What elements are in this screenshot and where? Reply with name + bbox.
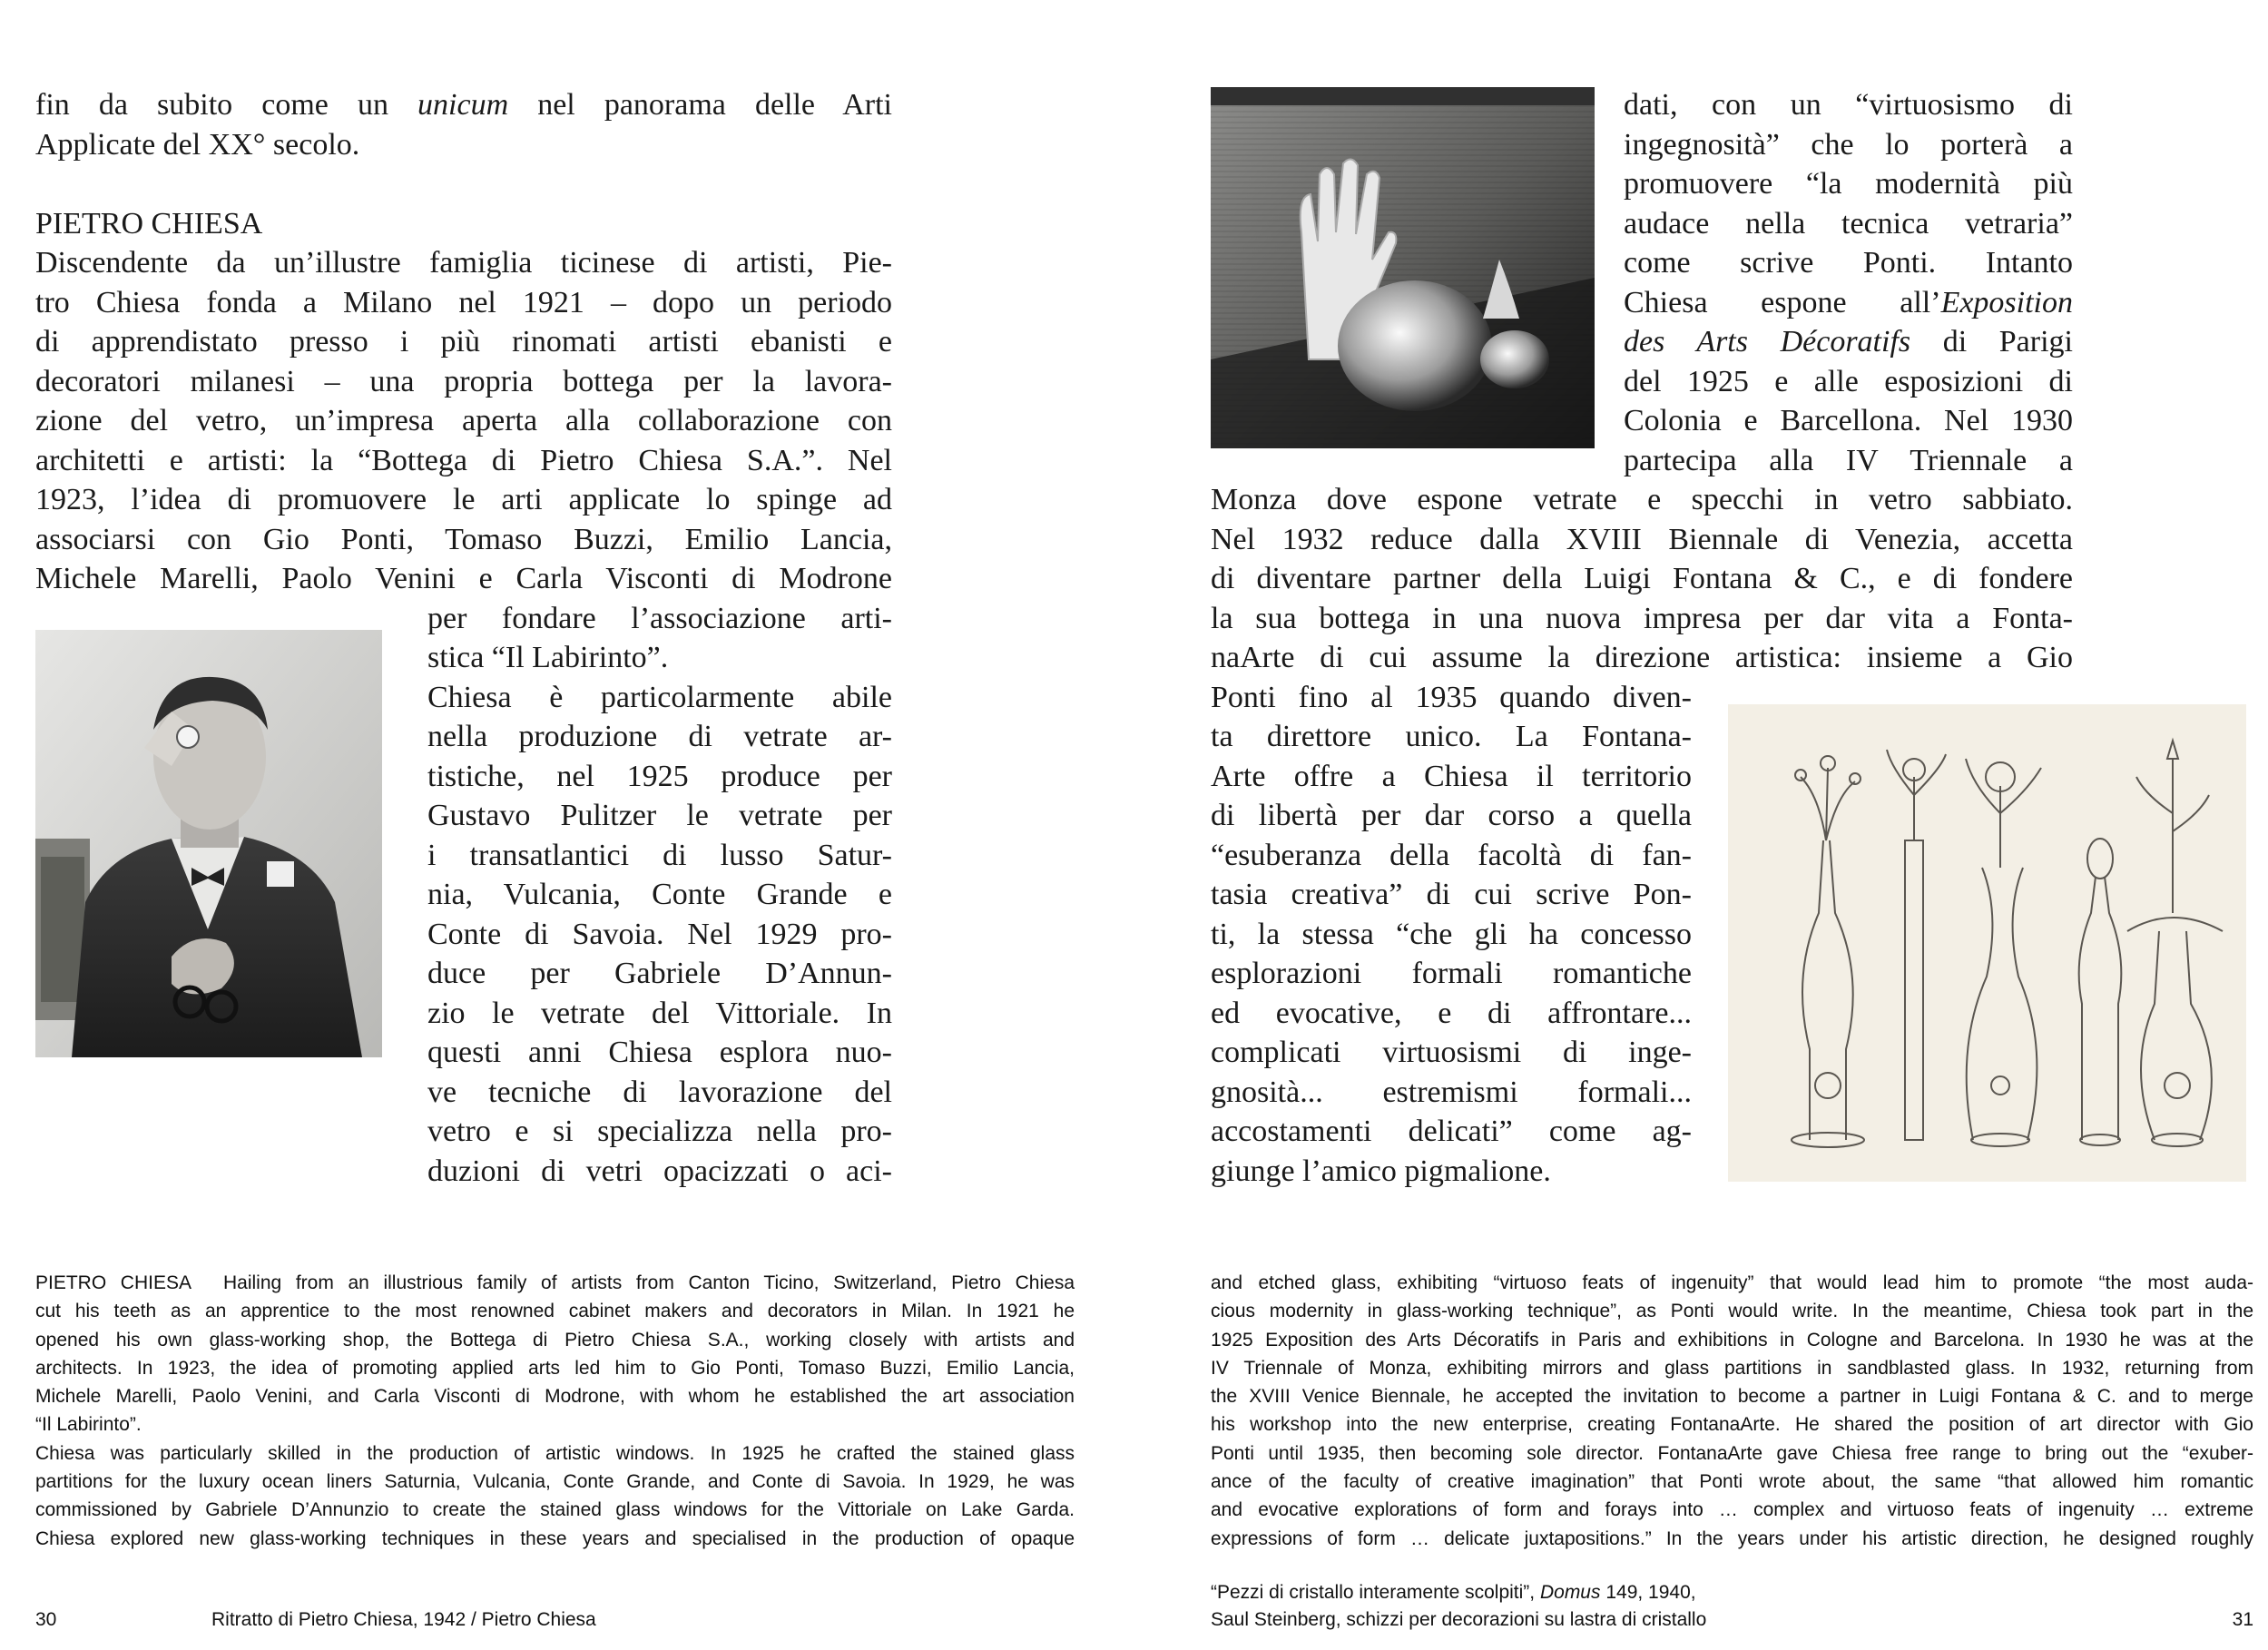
text-line: Discendente da un’illustre famiglia ticinese di artisti, Pie-: [35, 246, 892, 280]
text-line: partecipa alla IV Triennale a: [1624, 443, 2073, 477]
text-line: Chiesa explored new glass-working techniques in these years and specialised in the production of opaque: [35, 1527, 1075, 1549]
text-line: stica “Il Labirinto”.: [427, 641, 669, 674]
text-line: ance of the faculty of creative imagination” that Ponti wrote about, the same “that allowed him romantic: [1211, 1471, 2253, 1493]
text-line: per fondare l’associazione arti-: [427, 601, 892, 635]
text-line: tasia creativa” di cui scrive Pon-: [1211, 878, 1692, 911]
italic-text: Domus: [1539, 1582, 1601, 1603]
text-line: commissioned by Gabriele D’Annunzio to create the stained glass windows for the Vittoriale on Lake Garda.: [35, 1499, 1075, 1521]
text-line: 1925 Exposition des Arts Décoratifs in Paris and exhibitions in Cologne and Barcelona. In 1930 he was at the: [1211, 1329, 2253, 1350]
text-line: duce per Gabriele D’Annun-: [427, 957, 892, 990]
glass-hand-photo: [1211, 87, 1595, 448]
text-line: complicati virtuosismi di inge-: [1211, 1036, 1692, 1069]
text-line: architects. In 1923, the idea of promoting applied arts led him to Gio Ponti, Tomaso Buzzi, Emilio Lancia,: [35, 1357, 1075, 1379]
text-line: “esuberanza della facoltà di fan-: [1211, 838, 1692, 872]
text-line: expressions of form … delicate juxtapositions.” In the years under his artistic direction, he designed roughly: [1211, 1527, 2253, 1549]
right-paragraph-wide: [1211, 480, 2073, 678]
text-line: Conte di Savoia. Nel 1929 pro-: [427, 917, 892, 951]
text-line: IV Triennale of Monza, exhibiting mirrors and glass partitions in sandblasted glass. In 1932, returning from: [1211, 1357, 2253, 1379]
right-paragraph-end: [1211, 678, 1692, 1192]
paragraph-1: [35, 243, 892, 599]
text-line: fin da subito come un unicum nel panorama delle Arti: [35, 88, 892, 122]
text-line: architetti e artisti: la “Bottega di Pietro Chiesa S.A.”. Nel: [35, 443, 892, 477]
text-line: come scrive Ponti. Intanto: [1624, 246, 2073, 280]
text-line: i transatlantici di lusso Satur-: [427, 838, 892, 872]
text-line: and etched glass, exhibiting “virtuoso feats of ingenuity” that would lead him to promote “the most auda-: [1211, 1272, 2253, 1293]
text-line: “Il Labirinto”.: [35, 1414, 142, 1436]
text-line: his workshop into the new enterprise, creating FontanaArte. He shared the position of art director with Gio: [1211, 1414, 2253, 1436]
text-line: tro Chiesa fonda a Milano nel 1921 – dopo un periodo: [35, 285, 892, 319]
text-line: Ponti fino al 1935 quando diven-: [1211, 680, 1692, 714]
text-line: the XVIII Venice Biennale, he accepted the invitation to become a partner in Luigi Fontana & C. and to merge: [1211, 1386, 2253, 1408]
text-line: ti, la stessa “che gli ha concesso: [1211, 917, 1692, 951]
text-line: PIETRO CHIESA: [35, 206, 263, 241]
text-line: decoratori milanesi – una propria bottega per la lavora-: [35, 364, 892, 398]
italic-text: des Arts Décoratifs: [1624, 325, 1911, 358]
paragraph-2: [427, 678, 892, 1192]
text-line: partitions for the luxury ocean liners Saturnia, Vulcania, Conte Grande, and Conte di Savoia. In 1929, he was: [35, 1471, 1075, 1493]
text-line: Monza dove espone vetrate e specchi in vetro sabbiato.: [1211, 483, 2073, 516]
paragraph-1-continued: [427, 599, 892, 678]
page-number-left: 30: [35, 1609, 57, 1630]
steinberg-sketch: [1728, 704, 2246, 1182]
text-line: Michele Marelli, Paolo Venini e Carla Visconti di Modrone: [35, 562, 892, 595]
english-paragraph-right: [1211, 1269, 2253, 1553]
text-line: PIETRO CHIESA Hailing from an illustrious family of artists from Canton Ticino, Switzerland, Pietro Chiesa: [35, 1272, 1075, 1293]
text-line: del 1925 e alle esposizioni di: [1624, 364, 2073, 398]
text-line: nia, Vulcania, Conte Grande e: [427, 878, 892, 911]
text-line: cut his teeth as an apprentice to the most renowned cabinet makers and decorators in Milan. In 1921 he: [35, 1301, 1075, 1322]
text-line: Gustavo Pulitzer le vetrate per: [427, 799, 892, 832]
text-line: accostamenti delicati” come ag-: [1211, 1115, 1692, 1148]
text-line: cious modernity in glass-working technique”, as Ponti would write. In the meantime, Chiesa took part in the: [1211, 1301, 2253, 1322]
text-line: promuovere “la modernità più: [1624, 167, 2073, 201]
text-line: Chiesa was particularly skilled in the production of artistic windows. In 1925 he crafted the stained glass: [35, 1442, 1075, 1464]
text-line: Chiesa espone all’Exposition: [1624, 285, 2073, 319]
text-line: zio le vetrate del Vittoriale. In: [427, 996, 892, 1030]
text-line: esplorazioni formali romantiche: [1211, 957, 1692, 990]
text-line: di apprendistato presso i più rinomati artisti ebanisti e: [35, 325, 892, 358]
text-line: di diventare partner della Luigi Fontana & C., e di fondere: [1211, 562, 2073, 595]
text-line: ed evocative, e di affrontare...: [1211, 996, 1692, 1030]
text-line: giunge l’amico pigmalione.: [1211, 1154, 1551, 1188]
text-line: Arte offre a Chiesa il territorio: [1211, 759, 1692, 793]
text-line: ve tecniche di lavorazione del: [427, 1075, 892, 1109]
portrait-photo: [35, 630, 382, 1057]
text-line: zione del vetro, un’impresa aperta alla collaborazione con: [35, 404, 892, 437]
italic-text: Exposition: [1940, 285, 2073, 319]
english-heading: PIETRO CHIESA: [35, 1272, 191, 1293]
photo-caption-left: Ritratto di Pietro Chiesa, 1942 / Pietro Chiesa: [211, 1609, 596, 1630]
page-number-right: 31: [2232, 1609, 2253, 1630]
english-paragraph-2: [35, 1439, 1075, 1553]
text-line: duzioni di vetri opacizzati o aci-: [427, 1154, 892, 1188]
section-heading: [35, 204, 892, 244]
text-line: opened his own glass-working shop, the Bottega di Pietro Chiesa S.A., working closely with artists and: [35, 1329, 1075, 1350]
text-line: la sua bottega in una nuova impresa per dar vita a Fonta-: [1211, 601, 2073, 635]
text-line: associarsi con Gio Ponti, Tomaso Buzzi, Emilio Lancia,: [35, 522, 892, 556]
text-line: Michele Marelli, Paolo Venini, and Carla Visconti di Modrone, with whom he established the art association: [35, 1386, 1075, 1408]
text-line: ta direttore unico. La Fontana-: [1211, 720, 1692, 753]
text-line: 1923, l’idea di promuovere le arti applicate lo spinge ad: [35, 483, 892, 516]
text-line: Colonia e Barcellona. Nel 1930: [1624, 404, 2073, 437]
text-line: gnosità... estremismi formali...: [1211, 1075, 1692, 1109]
text-line: Applicate del XX° secolo.: [35, 127, 360, 162]
text-line: di libertà per dar corso a quella: [1211, 799, 1692, 832]
photo-caption-right-line1: “Pezzi di cristallo interamente scolpiti”, Domus 149, 1940,: [1211, 1582, 1696, 1603]
text-line: naArte di cui assume la direzione artistica: insieme a Gio: [1211, 641, 2073, 674]
english-paragraph-1: [35, 1269, 1075, 1439]
text-line: Chiesa è particolarmente abile: [427, 680, 892, 714]
text-line: Ponti until 1935, then becoming sole director. FontanaArte gave Chiesa free range to bring out the “exuber-: [1211, 1442, 2253, 1464]
text-line: vetro e si specializza nella pro-: [427, 1115, 892, 1148]
text-line: nella produzione di vetrate ar-: [427, 720, 892, 753]
photo-caption-right-line2: Saul Steinberg, schizzi per decorazioni su lastra di cristallo: [1211, 1609, 1707, 1630]
text-line: ingegnosità” che lo porterà a: [1624, 127, 2073, 162]
text-line: audace nella tecnica vetraria”: [1624, 206, 2073, 241]
text-line: des Arts Décoratifs di Parigi: [1624, 325, 2073, 358]
right-paragraph-narrow: [1624, 85, 2073, 480]
text-line: Nel 1932 reduce dalla XVIII Biennale di Venezia, accetta: [1211, 522, 2073, 556]
text-line: dati, con un “virtuosismo di: [1624, 88, 2073, 122]
intro-paragraph: [35, 85, 892, 164]
text-line: questi anni Chiesa esplora nuo-: [427, 1036, 892, 1069]
text-line: and evocative explorations of form and forays into … complex and virtuoso feats of ingenuity … extreme: [1211, 1499, 2253, 1521]
italic-text: unicum: [417, 88, 509, 122]
text-line: tistiche, nel 1925 produce per: [427, 759, 892, 793]
